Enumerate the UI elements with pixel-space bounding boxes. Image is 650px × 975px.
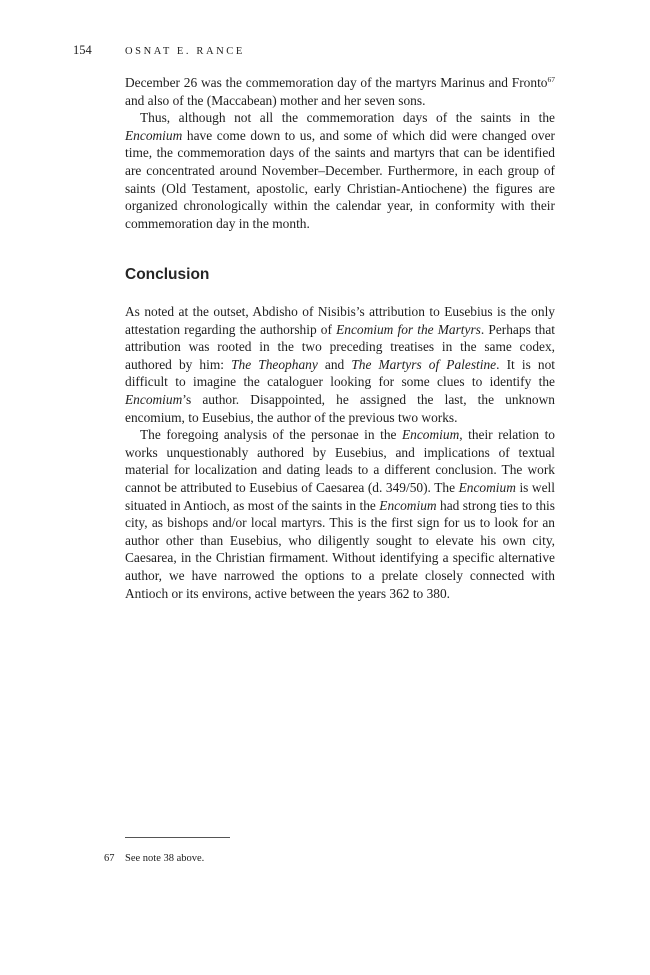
italic-text: Encomium xyxy=(379,497,437,513)
footnote-ref: 67 xyxy=(547,75,555,84)
text-run: The foregoing analysis of the personae in the xyxy=(140,427,402,443)
paragraph xyxy=(125,303,555,426)
italic-text: The Martyrs of Palestine xyxy=(351,356,497,372)
italic-text: Encomium xyxy=(125,127,183,143)
paragraph xyxy=(125,426,555,602)
italic-text: Encomium xyxy=(401,427,460,443)
paragraph xyxy=(125,74,555,109)
text-run: and also of the (Maccabean) mother and her seven sons. xyxy=(125,92,426,108)
text-run: ’s author. Disappointed, he assigned the last, the unknown encomium, to Eusebius, the author of the previous two works. xyxy=(125,391,555,425)
continued-text xyxy=(125,74,555,232)
text-run: have come down to us, and some of which did were changed over time, the commemoration days of the saints and martyrs that can be identified are concentrated around November–December. Furthermore, in each group of saints (Old Testament, apostolic, early Christian-Antiochene) the figures are organized chronologically within the calendar year, in conformity with their commemoration day in the month. xyxy=(125,127,555,231)
footnote-text: See note 38 above. xyxy=(125,853,205,864)
section-body xyxy=(125,303,555,602)
running-head xyxy=(73,42,593,60)
text-run: . It is not difficult to imagine the cataloguer looking for some clues to identify the xyxy=(125,356,555,390)
footnote xyxy=(104,852,204,866)
footnote-divider xyxy=(125,837,230,838)
text-run: , their relation to works unquestionably authored by Eusebius, and implications of textual material for localization and dating leads to a different conclusion. The work cannot be attributed to Eusebius of Caesarea (d. 349/50). The xyxy=(125,427,555,495)
running-head-author: OSNAT E. RANCE xyxy=(125,46,245,57)
text-run: Thus, although not all the commemoration days of the saints in the xyxy=(140,110,555,126)
text-run: is well situated in Antioch, as most of the saints in the xyxy=(125,479,555,513)
paragraph xyxy=(125,109,555,232)
text-run: had strong ties to this city, as bishops and/or local martyrs. This is the first sign for us to look for an author other than Eusebius, who diligently sought to elevate his own city, Caesarea, in the Christian firmament. Without identifying a specific alternative author, we have narrowed the options to a prelate closely connected with Antioch or its environs, active between the years 362 to 380. xyxy=(125,497,555,601)
italic-text: Encomium xyxy=(125,391,183,407)
section-heading: Conclusion xyxy=(125,266,210,283)
italic-text: Encomium xyxy=(458,479,516,495)
page-number: 154 xyxy=(73,43,92,57)
text-run: and xyxy=(317,356,352,372)
text-run: . Perhaps that attribution was rooted in the two preceding treatises in the same codex, authored by him: xyxy=(125,321,556,372)
italic-text: The Theophany xyxy=(231,356,318,372)
text-run: As noted at the outset, Abdisho of Nisibis’s attribution to Eusebius is the only attestation regarding the authorship of xyxy=(125,304,555,337)
text-run: December 26 was the commemoration day of the martyrs Marinus and Fronto xyxy=(125,75,548,90)
italic-text: Encomium for the Martyrs xyxy=(336,321,481,337)
footnote-number: 67 xyxy=(104,853,115,864)
